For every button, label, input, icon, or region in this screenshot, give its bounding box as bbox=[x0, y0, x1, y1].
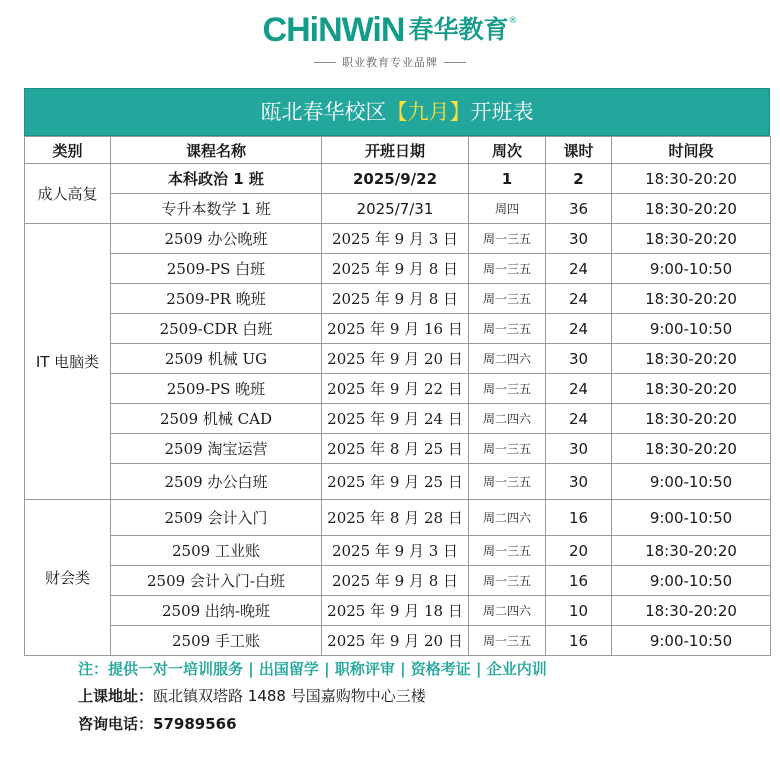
category-cell: 财会类 bbox=[25, 500, 111, 656]
weekday-cell: 周一三五 bbox=[469, 434, 546, 464]
weekday-cell: 周一三五 bbox=[469, 536, 546, 566]
time-cell: 18:30-20:20 bbox=[612, 434, 771, 464]
logo-tagline-row bbox=[0, 54, 780, 70]
weekday-cell: 周一三五 bbox=[469, 464, 546, 500]
course-cell: 2509 会计入门 bbox=[111, 500, 322, 536]
table-row bbox=[25, 224, 771, 254]
date-cell: 2025 年 9 月 3 日 bbox=[322, 224, 469, 254]
time-cell: 9:00-10:50 bbox=[612, 314, 771, 344]
category-cell: IT 电脑类 bbox=[25, 224, 111, 500]
date-cell: 2025/9/22 bbox=[322, 164, 469, 194]
date-cell: 2025 年 9 月 24 日 bbox=[322, 404, 469, 434]
date-cell: 2025 年 9 月 25 日 bbox=[322, 464, 469, 500]
course-cell: 2509-PS 晚班 bbox=[111, 374, 322, 404]
hours-cell: 16 bbox=[546, 566, 612, 596]
table-row bbox=[25, 404, 771, 434]
header-weekdays: 周次 bbox=[469, 137, 546, 164]
date-cell: 2025 年 9 月 20 日 bbox=[322, 344, 469, 374]
date-cell: 2025 年 9 月 18 日 bbox=[322, 596, 469, 626]
category-cell: 成人高复 bbox=[25, 164, 111, 224]
logo-english: CHiNWiN bbox=[262, 11, 405, 49]
course-cell: 本科政治 1 班 bbox=[111, 164, 322, 194]
course-cell: 2509 机械 CAD bbox=[111, 404, 322, 434]
date-cell: 2025 年 9 月 8 日 bbox=[322, 254, 469, 284]
table-row bbox=[25, 464, 771, 500]
time-cell: 18:30-20:20 bbox=[612, 374, 771, 404]
time-cell: 9:00-10:50 bbox=[612, 566, 771, 596]
hours-cell: 30 bbox=[546, 464, 612, 500]
weekday-cell: 周一三五 bbox=[469, 566, 546, 596]
weekday-cell: 周二四六 bbox=[469, 500, 546, 536]
time-cell: 18:30-20:20 bbox=[612, 404, 771, 434]
course-cell: 2509-PR 晚班 bbox=[111, 284, 322, 314]
tagline-divider-right bbox=[444, 62, 466, 63]
time-cell: 18:30-20:20 bbox=[612, 194, 771, 224]
weekday-cell: 周二四六 bbox=[469, 344, 546, 374]
weekday-cell: 1 bbox=[469, 164, 546, 194]
date-cell: 2025 年 8 月 25 日 bbox=[322, 434, 469, 464]
course-cell: 2509 淘宝运营 bbox=[111, 434, 322, 464]
registered-mark: ® bbox=[508, 16, 518, 26]
header-hours: 课时 bbox=[546, 137, 612, 164]
course-cell: 2509-CDR 白班 bbox=[111, 314, 322, 344]
table-row bbox=[25, 596, 771, 626]
header-course: 课程名称 bbox=[111, 137, 322, 164]
hours-cell: 16 bbox=[546, 500, 612, 536]
table-row bbox=[25, 500, 771, 536]
table-row bbox=[25, 314, 771, 344]
time-cell: 9:00-10:50 bbox=[612, 464, 771, 500]
weekday-cell: 周一三五 bbox=[469, 374, 546, 404]
table-row bbox=[25, 194, 771, 224]
course-cell: 2509-PS 白班 bbox=[111, 254, 322, 284]
hours-cell: 20 bbox=[546, 536, 612, 566]
weekday-cell: 周一三五 bbox=[469, 284, 546, 314]
time-cell: 18:30-20:20 bbox=[612, 344, 771, 374]
date-cell: 2025 年 9 月 8 日 bbox=[322, 284, 469, 314]
address-line bbox=[78, 682, 758, 710]
header-row bbox=[25, 137, 771, 164]
phone-line bbox=[78, 710, 758, 738]
weekday-cell: 周四 bbox=[469, 194, 546, 224]
hours-cell: 24 bbox=[546, 284, 612, 314]
table-row bbox=[25, 254, 771, 284]
header-time-slot: 时间段 bbox=[612, 137, 771, 164]
table-row bbox=[25, 626, 771, 656]
address-value: 瓯北镇双塔路 1488 号国嘉购物中心三楼 bbox=[153, 687, 426, 705]
table-row bbox=[25, 344, 771, 374]
address-label: 上课地址： bbox=[78, 687, 154, 705]
header-start-date: 开班日期 bbox=[322, 137, 469, 164]
hours-cell: 30 bbox=[546, 434, 612, 464]
table-row bbox=[25, 284, 771, 314]
time-cell: 18:30-20:20 bbox=[612, 536, 771, 566]
time-cell: 9:00-10:50 bbox=[612, 254, 771, 284]
services-note: 注：提供一对一培训服务 | 出国留学 | 职称评审 | 资格考证 | 企业内训 bbox=[78, 660, 547, 678]
hours-cell: 24 bbox=[546, 314, 612, 344]
table-row bbox=[25, 434, 771, 464]
brand-logo bbox=[0, 10, 780, 70]
hours-cell: 30 bbox=[546, 224, 612, 254]
table-row bbox=[25, 164, 771, 194]
course-cell: 2509 办公白班 bbox=[111, 464, 322, 500]
date-cell: 2025/7/31 bbox=[322, 194, 469, 224]
time-cell: 9:00-10:50 bbox=[612, 500, 771, 536]
course-cell: 2509 工业账 bbox=[111, 536, 322, 566]
phone-label: 咨询电话： bbox=[78, 715, 154, 733]
weekday-cell: 周一三五 bbox=[469, 626, 546, 656]
date-cell: 2025 年 9 月 3 日 bbox=[322, 536, 469, 566]
course-cell: 2509 机械 UG bbox=[111, 344, 322, 374]
course-cell: 2509 办公晚班 bbox=[111, 224, 322, 254]
date-cell: 2025 年 9 月 8 日 bbox=[322, 566, 469, 596]
hours-cell: 36 bbox=[546, 194, 612, 224]
logo-chinese: 春华教育 bbox=[408, 15, 509, 44]
table-row bbox=[25, 374, 771, 404]
course-cell: 2509 出纳-晚班 bbox=[111, 596, 322, 626]
schedule-table bbox=[24, 136, 771, 656]
header-category: 类别 bbox=[25, 137, 111, 164]
weekday-cell: 周一三五 bbox=[469, 224, 546, 254]
date-cell: 2025 年 8 月 28 日 bbox=[322, 500, 469, 536]
title-highlight: 【九月】 bbox=[386, 100, 471, 124]
phone-value: 57989566 bbox=[153, 715, 237, 733]
course-cell: 2509 会计入门-白班 bbox=[111, 566, 322, 596]
hours-cell: 10 bbox=[546, 596, 612, 626]
logo-tagline: 职业教育专业品牌 bbox=[342, 56, 438, 69]
weekday-cell: 周二四六 bbox=[469, 596, 546, 626]
table-row bbox=[25, 536, 771, 566]
title-prefix: 瓯北春华校区 bbox=[260, 100, 387, 124]
weekday-cell: 周二四六 bbox=[469, 404, 546, 434]
hours-cell: 24 bbox=[546, 404, 612, 434]
time-cell: 18:30-20:20 bbox=[612, 596, 771, 626]
time-cell: 18:30-20:20 bbox=[612, 284, 771, 314]
hours-cell: 2 bbox=[546, 164, 612, 194]
date-cell: 2025 年 9 月 16 日 bbox=[322, 314, 469, 344]
time-cell: 18:30-20:20 bbox=[612, 164, 771, 194]
hours-cell: 24 bbox=[546, 254, 612, 284]
time-cell: 18:30-20:20 bbox=[612, 224, 771, 254]
title-suffix: 开班表 bbox=[470, 100, 534, 124]
date-cell: 2025 年 9 月 20 日 bbox=[322, 626, 469, 656]
weekday-cell: 周一三五 bbox=[469, 314, 546, 344]
footer-notes bbox=[78, 656, 758, 738]
time-cell: 9:00-10:50 bbox=[612, 626, 771, 656]
course-cell: 2509 手工账 bbox=[111, 626, 322, 656]
schedule-sheet bbox=[24, 88, 770, 656]
schedule-title bbox=[24, 88, 770, 136]
table-row bbox=[25, 566, 771, 596]
hours-cell: 16 bbox=[546, 626, 612, 656]
hours-cell: 30 bbox=[546, 344, 612, 374]
date-cell: 2025 年 9 月 22 日 bbox=[322, 374, 469, 404]
tagline-divider-left bbox=[314, 62, 336, 63]
course-cell: 专升本数学 1 班 bbox=[111, 194, 322, 224]
hours-cell: 24 bbox=[546, 374, 612, 404]
weekday-cell: 周一三五 bbox=[469, 254, 546, 284]
